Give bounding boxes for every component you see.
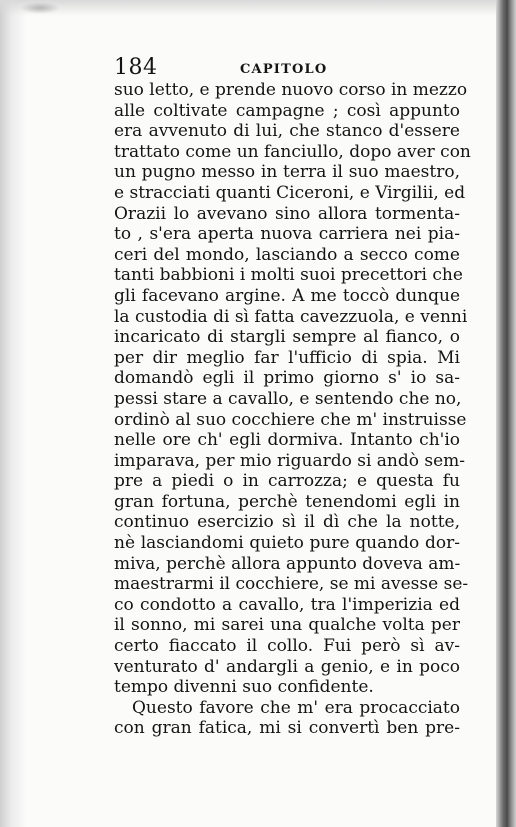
text-line: tanti babbioni i molti suoi precettori che [114, 265, 463, 286]
running-head: CAPITOLO [240, 62, 328, 77]
text-line: gran fortuna, perchè tenendomi egli in [114, 491, 460, 512]
page-number: 184 [114, 55, 158, 80]
page-smudge [20, 2, 60, 14]
text-line: per dir meglio far l'ufficio di spia. Mi [114, 347, 460, 368]
text-line: incaricato di stargli sempre al fianco, o [114, 327, 460, 348]
text-line: continuo esercizio sì il dì che la notte, [114, 512, 460, 533]
text-line: nelle ore ch' egli dormiva. Intanto ch'io [114, 430, 460, 451]
text-line: ordinò al suo cocchiere che m' instruisse [114, 409, 467, 430]
text-line-paragraph-end: tempo divenni suo confidente. [114, 677, 374, 698]
text-line: Orazii lo avevano sino allora tormenta- [114, 203, 460, 224]
text-line: pre a piedi o in carrozza; e questa fu [114, 471, 460, 492]
book-binding-edge [496, 0, 516, 827]
text-line: miva, perchè allora appunto doveva am- [114, 553, 461, 574]
text-line: la custodia di sì fatta cavezzuola, e venni [114, 306, 468, 327]
page-top-edge-shadow [0, 0, 516, 16]
page-header [114, 56, 460, 80]
text-line: suo letto, e prende nuovo corso in mezzo [114, 80, 468, 100]
text-line: to , s'era aperta nuova carriera nei pia- [114, 224, 460, 245]
text-line: e stracciati quanti Ciceroni, e Virgilii, ed [114, 182, 466, 203]
text-line: certo fiaccato il collo. Fui però sì av- [114, 636, 460, 657]
text-line: con gran fatica, mi si convertì ben pre- [114, 718, 460, 739]
text-line: domandò egli il primo giorno s' io sa- [114, 368, 460, 389]
text-line: maestrarmi il cocchiere, se mi avesse se- [114, 574, 469, 595]
text-line: un pugno messo in terra il suo maestro, [114, 162, 460, 183]
text-line: ceri del mondo, lasciando a secco come [114, 244, 460, 265]
text-line: gli facevano argine. A me toccò dunque [114, 285, 460, 306]
body-text [114, 80, 471, 739]
text-line: trattato come un fanciullo, dopo aver con [114, 141, 471, 162]
text-line: alle coltivate campagne ; così appunto [114, 100, 460, 121]
text-line: era avvenuto di lui, che stanco d'essere [114, 121, 460, 142]
text-line: co condotto a cavallo, tra l'imperizia ed [114, 594, 460, 615]
text-line-paragraph-start: Questo favore che m' era procacciato [132, 697, 460, 718]
text-line: il sonno, mi sarei una qualche volta per [114, 615, 460, 636]
text-line: pessi stare a cavallo, e sentendo che no, [114, 388, 462, 409]
page-left-edge-shadow [0, 0, 26, 827]
text-line: nè lasciandomi quieto pure quando dor- [114, 533, 460, 554]
text-line: imparava, per mio riguardo si andò sem- [114, 450, 466, 471]
text-line: venturato d' andargli a genio, e in poco [114, 656, 460, 677]
